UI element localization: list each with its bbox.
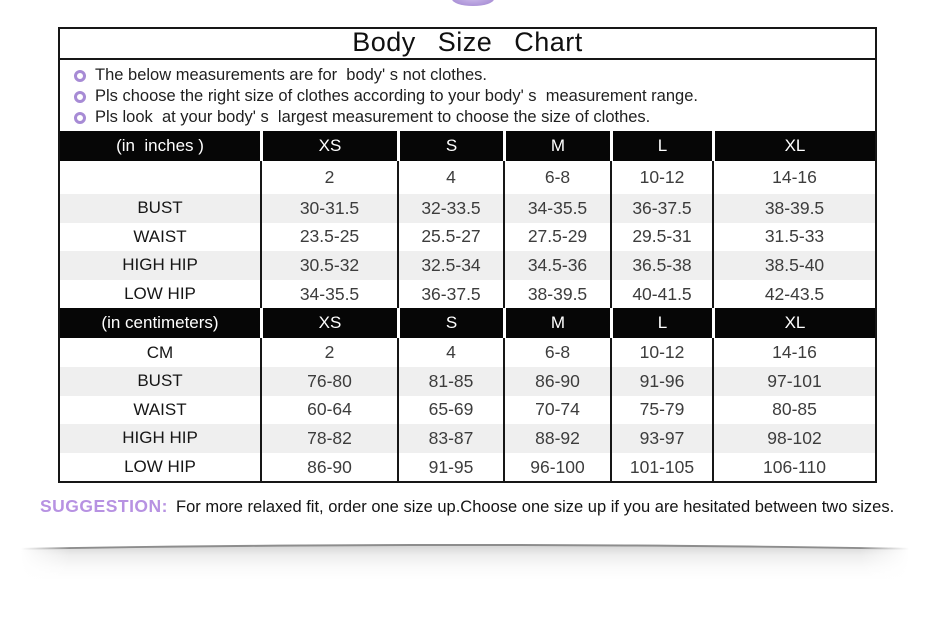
table-row — [60, 453, 875, 482]
value-cell: 42-43.5 — [712, 280, 875, 309]
value-cell: 83-87 — [397, 424, 503, 453]
row-label: LOW HIP — [124, 457, 196, 477]
section-header-label: (in inches ) — [60, 131, 260, 161]
table-row — [60, 194, 875, 223]
value-cell: 10-12 — [610, 161, 712, 194]
value-cell: 60-64 — [260, 396, 397, 425]
value-cell: 76-80 — [260, 367, 397, 396]
column-header: L — [610, 308, 712, 338]
table-row — [60, 161, 875, 194]
value-cell: 70-74 — [503, 396, 610, 425]
table-header-row — [60, 131, 875, 161]
row-label: WAIST — [133, 399, 187, 419]
row-label: WAIST — [133, 226, 187, 246]
value-cell: 96-100 — [503, 453, 610, 482]
table-row — [60, 396, 875, 425]
note-line — [72, 86, 875, 107]
value-cell: 4 — [397, 161, 503, 194]
column-header: XS — [260, 308, 397, 338]
column-header: XS — [260, 131, 397, 161]
value-cell: 27.5-29 — [503, 223, 610, 252]
column-header: XL — [712, 131, 875, 161]
value-cell: 78-82 — [260, 424, 397, 453]
value-cell: 31.5-33 — [712, 223, 875, 252]
notes-list — [58, 60, 877, 131]
value-cell: 80-85 — [712, 396, 875, 425]
note-text: The below measurements are for body' s not clothes. — [95, 66, 488, 84]
page-edge-shadow — [0, 544, 930, 636]
suggestion-text: For more relaxed fit, order one size up.Choose one size up if you are hesitated between two sizes. — [176, 498, 895, 516]
value-cell: 29.5-31 — [610, 223, 712, 252]
row-label: HIGH HIP — [60, 424, 260, 453]
bullet-ring-icon — [74, 112, 86, 124]
value-cell: 23.5-25 — [260, 223, 397, 252]
column-header: S — [397, 308, 503, 338]
row-label: HIGH HIP — [60, 251, 260, 280]
value-cell: 86-90 — [260, 453, 397, 482]
value-cell: 14-16 — [712, 338, 875, 367]
value-cell: 65-69 — [397, 396, 503, 425]
note-text: Pls look at your body' s largest measurement to choose the size of clothes. — [95, 108, 651, 126]
bullet-ring-icon — [74, 70, 86, 82]
value-cell: 36-37.5 — [610, 194, 712, 223]
note-text: Pls choose the right size of clothes according to your body' s measurement range. — [95, 87, 698, 105]
value-cell: 6-8 — [503, 338, 610, 367]
corner-fade-left — [0, 538, 70, 588]
value-cell: 34-35.5 — [260, 280, 397, 309]
table-row — [60, 280, 875, 309]
table-row — [60, 424, 875, 453]
size-chart-panel — [58, 27, 877, 483]
column-header: XL — [712, 308, 875, 338]
column-header: M — [503, 308, 610, 338]
value-cell: 34.5-36 — [503, 251, 610, 280]
value-cell: 32.5-34 — [397, 251, 503, 280]
corner-fade-right — [860, 538, 930, 588]
section-header-label: (in centimeters) — [60, 308, 260, 338]
value-cell: 6-8 — [503, 161, 610, 194]
purple-blob-decoration — [452, 0, 494, 6]
bullet-ring-icon — [74, 91, 86, 103]
row-label: CM — [146, 342, 174, 362]
value-cell: 10-12 — [610, 338, 712, 367]
value-cell: 75-79 — [610, 396, 712, 425]
value-cell: 91-96 — [610, 367, 712, 396]
note-line — [72, 107, 875, 128]
row-label: BUST — [60, 194, 260, 223]
row-label: LOW HIP — [124, 284, 196, 304]
value-cell: 25.5-27 — [397, 223, 503, 252]
value-cell: 34-35.5 — [503, 194, 610, 223]
column-header: M — [503, 131, 610, 161]
row-label: BUST — [60, 367, 260, 396]
value-cell: 106-110 — [712, 453, 875, 482]
value-cell: 2 — [260, 338, 397, 367]
value-cell: 2 — [260, 161, 397, 194]
value-cell: 4 — [397, 338, 503, 367]
table-row — [60, 223, 875, 252]
table-row — [60, 367, 875, 396]
row-label — [60, 161, 260, 194]
value-cell: 97-101 — [712, 367, 875, 396]
suggestion-label: SUGGESTION: — [40, 496, 169, 516]
value-cell: 14-16 — [712, 161, 875, 194]
value-cell: 40-41.5 — [610, 280, 712, 309]
value-cell: 93-97 — [610, 424, 712, 453]
value-cell: 36-37.5 — [397, 280, 503, 309]
page-title: Body Size Chart — [352, 27, 583, 57]
value-cell: 91-95 — [397, 453, 503, 482]
note-line — [72, 65, 875, 86]
table-row — [60, 251, 875, 280]
title-box — [58, 27, 877, 60]
value-cell: 36.5-38 — [610, 251, 712, 280]
value-cell: 32-33.5 — [397, 194, 503, 223]
value-cell: 81-85 — [397, 367, 503, 396]
value-cell: 38-39.5 — [712, 194, 875, 223]
value-cell: 101-105 — [610, 453, 712, 482]
size-table — [58, 131, 877, 483]
value-cell: 98-102 — [712, 424, 875, 453]
suggestion-line — [40, 496, 900, 517]
value-cell: 86-90 — [503, 367, 610, 396]
column-header: L — [610, 131, 712, 161]
value-cell: 38.5-40 — [712, 251, 875, 280]
value-cell: 88-92 — [503, 424, 610, 453]
table-row — [60, 338, 875, 367]
value-cell: 38-39.5 — [503, 280, 610, 309]
value-cell: 30-31.5 — [260, 194, 397, 223]
value-cell: 30.5-32 — [260, 251, 397, 280]
table-header-row — [60, 308, 875, 338]
column-header: S — [397, 131, 503, 161]
